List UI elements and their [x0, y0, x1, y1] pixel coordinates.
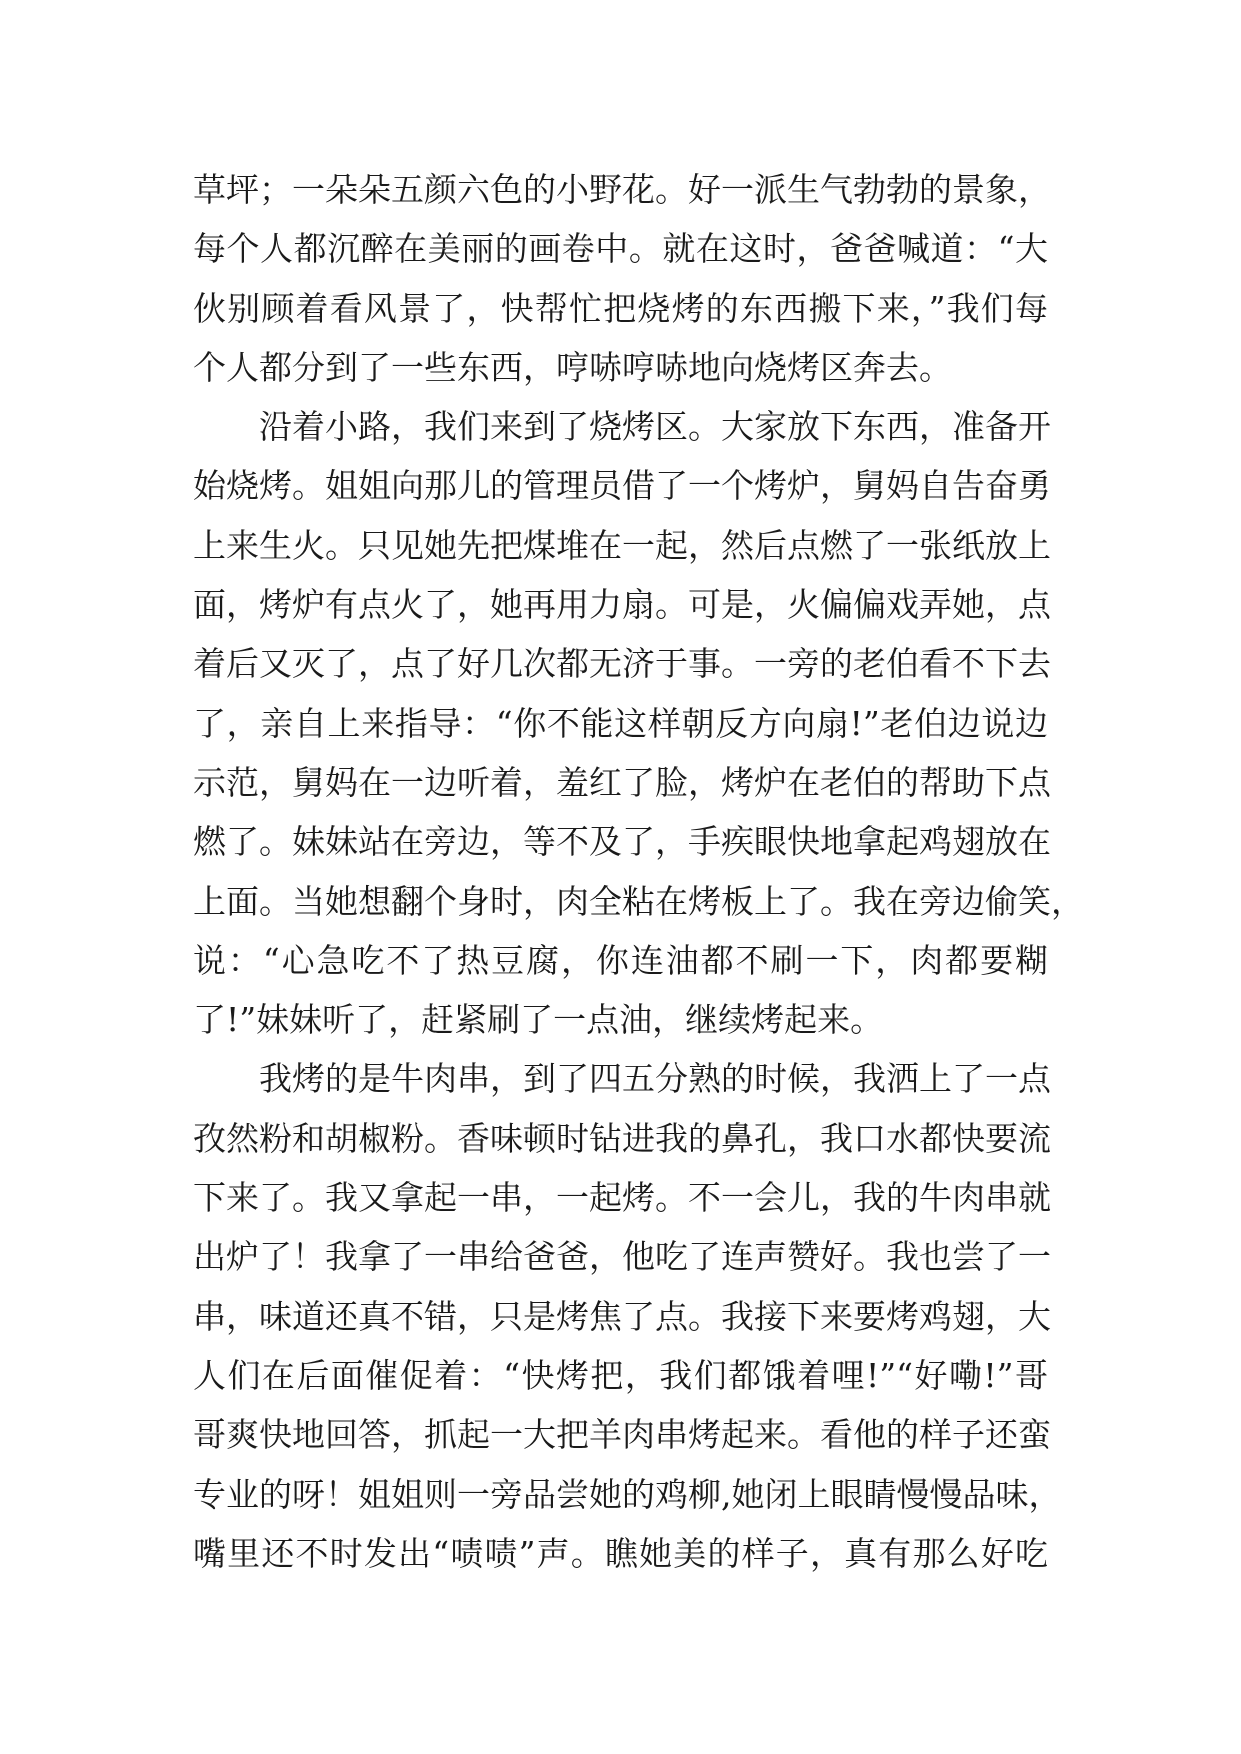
text-line: 了，亲自上来指导：“你不能这样朝反方向扇!”老伯边说边: [193, 703, 1048, 743]
text-line: 上来生火。只见她先把煤堆在一起，然后点燃了一张纸放上: [193, 525, 1051, 565]
essay-body: [193, 160, 1084, 1583]
text-line: 着后又灭了，点了好几次都无济于事。一旁的老伯看不下去: [193, 644, 1051, 684]
text-line: 出炉了！我拿了一串给爸爸，他吃了连声赞好。我也尝了一: [193, 1237, 1051, 1277]
text-line: 始烧烤。姐姐向那儿的管理员借了一个烤炉，舅妈自告奋勇: [193, 466, 1051, 506]
text-line: 孜然粉和胡椒粉。香味顿时钻进我的鼻孔，我口水都快要流: [193, 1118, 1051, 1158]
paragraph-first-line: 沿着小路，我们来到了烧烤区。大家放下东西，准备开: [259, 407, 1051, 447]
text-line: 草坪；一朵朵五颜六色的小野花。好一派生气勃勃的景象，: [193, 170, 1051, 209]
text-line: 下来了。我又拿起一串，一起烤。不一会儿，我的牛肉串就: [193, 1178, 1051, 1218]
text-line: 嘴里还不时发出“啧啧”声。瞧她美的样子，真有那么好吃: [193, 1533, 1048, 1573]
text-line: 个人都分到了一些东西，哼哧哼哧地向烧烤区奔去。: [193, 347, 952, 387]
text-line: 说：“心急吃不了热豆腐，你连油都不刷一下，肉都要糊: [193, 940, 1048, 980]
text-line: 燃了。妹妹站在旁边，等不及了，手疾眼快地拿起鸡翅放在: [193, 822, 1051, 862]
text-line: 伙别顾着看风景了，快帮忙把烧烤的东西搬下来，”我们每: [193, 288, 1048, 328]
text-line: 专业的呀！姐姐则一旁品尝她的鸡柳,她闭上眼睛慢慢品味，: [193, 1474, 1062, 1514]
text-line: 人们在后面催促着：“快烤把，我们都饿着哩!”“好嘞!”哥: [193, 1355, 1048, 1395]
text-line: 每个人都沉醉在美丽的画卷中。就在这时，爸爸喊道：“大: [193, 229, 1048, 269]
text-line: 哥爽快地回答，抓起一大把羊肉串烤起来。看他的样子还蛮: [193, 1415, 1051, 1455]
text-line: 上面。当她想翻个身时，肉全粘在烤板上了。我在旁边偷笑，: [193, 881, 1084, 921]
text-line: 串，味道还真不错，只是烤焦了点。我接下来要烤鸡翅，大: [193, 1296, 1051, 1336]
text-line: 面，烤炉有点火了，她再用力扇。可是，火偏偏戏弄她，点: [193, 585, 1051, 625]
text-line: 了!”妹妹听了，赶紧刷了一点油，继续烤起来。: [193, 1000, 884, 1040]
paragraph-first-line: 我烤的是牛肉串，到了四五分熟的时候，我洒上了一点: [259, 1059, 1051, 1099]
text-line: 示范，舅妈在一边听着，羞红了脸，烤炉在老伯的帮助下点: [193, 762, 1051, 802]
